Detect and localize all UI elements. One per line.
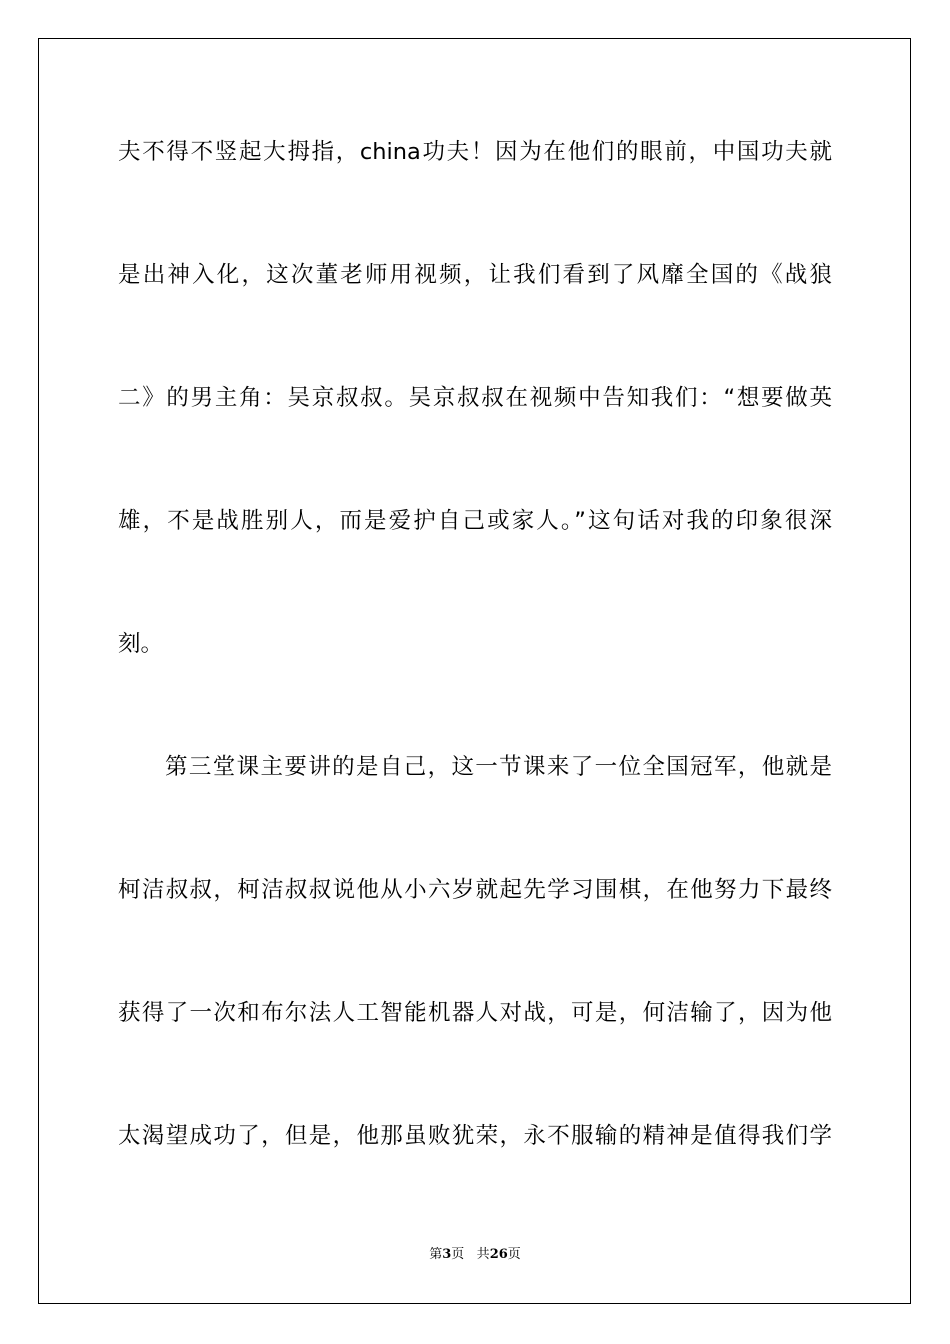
paragraph-2-line-3: 获得了一次和布尔法人工智能机器人对战，可是，何洁输了，因为他 [118,1000,832,1026]
total-pages: 26 [489,1247,508,1262]
paragraph-2-line-1: 第三堂课主要讲的是自己，这一节课来了一位全国冠军，他就是 [165,754,832,780]
total-prefix: 共 [476,1247,490,1262]
paragraph-1-line-1: 夫不得不竖起大拇指，china功夫！因为在他们的眼前，中国功夫就 [118,139,832,165]
page-suffix: 页 [451,1247,465,1262]
paragraph-1-line-2: 是出神入化，这次董老师用视频，让我们看到了风靡全国的《战狼 [118,262,832,288]
paragraph-1-line-5: 刻。 [118,631,164,657]
page-border [38,38,911,1304]
paragraph-1-line-4: 雄，不是战胜别人，而是爱护自己或家人。”这句话对我的印象很深 [118,508,832,534]
paragraph-2-line-2: 柯洁叔叔，柯洁叔叔说他从小六岁就起先学习围棋，在他努力下最终 [118,877,832,903]
page-prefix: 第 [429,1247,443,1262]
total-suffix: 页 [507,1247,521,1262]
page-footer [0,1247,950,1263]
paragraph-2-line-4: 太渴望成功了，但是，他那虽败犹荣，永不服输的精神是值得我们学 [118,1123,832,1149]
paragraph-1-line-3: 二》的男主角：吴京叔叔。吴京叔叔在视频中告知我们：“想要做英 [118,385,832,411]
page-number: 3 [442,1247,452,1262]
